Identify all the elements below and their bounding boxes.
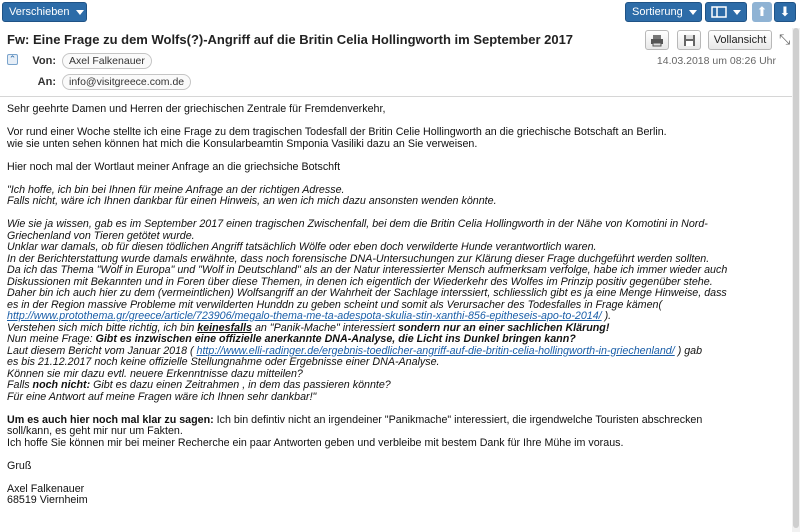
move-button[interactable] <box>2 2 87 22</box>
save-icon <box>683 34 696 47</box>
body-text-bold: sondern nur an einer sachlichen Klärung! <box>397 321 610 334</box>
body-text: Ich bin defintiv nicht an irgendeiner "Panikmache" interessiert, die irgendwelche Touristen abschrecken <box>213 413 703 426</box>
body-text: Falls <box>7 379 33 391</box>
to-label: An: <box>37 76 56 88</box>
sort-button[interactable] <box>625 2 702 22</box>
to-contact[interactable]: info@visitgreece.com.de <box>62 74 191 90</box>
from-label: Von: <box>32 55 56 67</box>
body-text: Nun meine Frage: <box>7 333 96 345</box>
chevron-down-icon <box>733 10 741 15</box>
body-line: Für eine Antwort auf meine Fragen wäre ich Ihnen sehr dankbar!" <box>7 390 317 403</box>
body-text-bold: Um es auch hier noch mal klar zu sagen: <box>7 413 214 426</box>
body-line: Diskussionen mit Bekannten und in Foren über diese Themen, in denen ich eigentlich der Wiederkehr des Wolfes im Prinzip positiv gegenüber stehe. <box>7 275 713 288</box>
body-line: Daher bin ich auch hier zu dem (vermeintlichen) Wolfsangriff an der Wahrheit der Sachlage interssiert, schliesslich gibt es ja eine Menge Hinweise, dass <box>7 287 727 299</box>
collapse-header-icon[interactable]: ⌃ <box>8 54 17 64</box>
body-text: Gibt es dazu einen Zeitrahmen , in dem das passieren könnte? <box>90 379 391 391</box>
header-divider <box>0 96 792 97</box>
save-button[interactable] <box>677 30 701 50</box>
body-line: Können sie mir dazu evtl. neuere Erkenntnisse dazu mitteilen? <box>7 367 303 380</box>
collapse-arrows-icon[interactable]: ⤡ <box>779 31 791 47</box>
fullview-button[interactable]: Vollansicht <box>708 30 772 50</box>
body-line: "Ich hoffe, ich bin bei Ihnen für meine Anfrage an der richtigen Adresse. <box>7 183 345 196</box>
toolbar <box>0 0 800 26</box>
from-row <box>30 53 152 69</box>
body-line: Gruß <box>7 459 32 472</box>
arrow-up-icon: ⬆ <box>756 4 768 19</box>
body-line: Sehr geehrte Damen und Herren der griechischen Zentrale für Fremdenverkehr, <box>7 103 386 115</box>
body-text: an "Panik-Mache" interessiert <box>251 321 398 334</box>
body-line <box>7 380 782 392</box>
scrollbar[interactable] <box>792 28 800 532</box>
message-body <box>7 104 782 507</box>
from-contact[interactable]: Axel Falkenauer <box>62 53 152 69</box>
body-line: Da ich das Thema "Wolf in Europa" und "Wolf in Deutschland" als an der Natur interessierter Mensch aufmerksam verfolge, habe ich immer wieder auch <box>7 264 728 276</box>
body-text: ). <box>601 310 612 322</box>
next-message-button[interactable] <box>774 2 796 22</box>
body-text-bold: noch nicht: <box>32 379 91 391</box>
radinger-link[interactable]: http://www.elli-radinger.de/ergebnis-toedlicher-angriff-auf-die-britin-celia-hollingworth-in-griechenland/ <box>196 344 675 357</box>
scrollbar-thumb[interactable] <box>793 28 799 528</box>
print-icon <box>650 34 664 47</box>
arrow-down-icon: ⬇ <box>779 4 791 19</box>
body-line: soll/kann, es geht mir nur um Fakten. <box>7 425 183 437</box>
chevron-down-icon <box>76 10 84 15</box>
chevron-down-icon <box>689 10 697 15</box>
move-button-label: Verschieben <box>9 6 70 18</box>
body-line: In der Berichterstattung wurde damals erwähnte, dass noch forensische DNA-Untersuchungen zur Klärung dieser Frage duchgeführt werden sollten. <box>7 252 710 265</box>
body-line: Unklar war damals, ob für diesen tödlichen Angriff tatsächlich Wölfe oder eben doch verwilderte Hunde verantwortlich waren. <box>7 241 597 253</box>
body-line: es in der Region massive Probleme mit verwilderten Hunddn zu geben scheint und somit als Verursacher des Todesfalles in Frage kämen( <box>7 298 663 311</box>
body-text: Verstehen sich mich bitte richtig, ich bin <box>7 321 198 334</box>
body-line: Wie sie ja wissen, gab es im September 2017 einen tragischen Zwischenfall, bei dem die Britin Celia Hollingworth in der Nähe von Komotini in Nord- <box>7 218 708 230</box>
body-line: wie sie unten sehen können hat mich die Konsularbeamtin Smponia Vasiliki dazu an Sie verweisen. <box>7 137 478 150</box>
layout-button[interactable] <box>705 2 747 22</box>
body-text-bold: keinesfalls <box>197 321 252 334</box>
body-text: ) gab <box>674 344 703 357</box>
message-date: 14.03.2018 um 08:26 Uhr <box>656 55 776 67</box>
sort-button-label: Sortierung <box>632 6 683 18</box>
body-line: Vor rund einer Woche stellte ich eine Frage zu dem tragischen Todesfall der Britin Celie Hollingworth an die griechische Botschaft an Berlin. <box>7 126 667 138</box>
body-line: Ich hoffe Sie können mir bei meiner Recherche ein paar Antworten geben und verbleibe mit bestem Dank für Ihre Mühe im voraus. <box>7 436 624 449</box>
body-line: es bis 21.12.2017 noch keine offizielle Stellungnahme oder Ergebnisse einer DNA-Analyse. <box>7 356 440 368</box>
protothema-link[interactable]: http://www.protothema.gr/greece/article/723906/megalo-thema-me-ta-adespota-skulia-stin-xanthi-856-epitheseis-apo-to-2014/ <box>7 310 602 322</box>
layout-icon <box>711 6 727 18</box>
body-line: Griechenland von Tieren getötet wurde. <box>7 229 195 242</box>
body-line: Hier noch mal der Wortlaut meiner Anfrage an die griechsiche Botschft <box>7 160 341 173</box>
to-row <box>30 74 191 90</box>
body-line: Falls nicht, wäre ich Ihnen dankbar für einen Hinweis, an wen ich mich dazu ansonsten wenden könnte. <box>7 195 497 207</box>
message-subject: Fw: Eine Frage zu dem Wolfs(?)-Angriff auf die Britin Celia Hollingworth im September 2017 <box>7 32 574 47</box>
body-line: 68519 Viernheim <box>7 494 88 506</box>
body-text: Laut diesem Bericht vom Januar 2018 ( <box>7 344 197 357</box>
previous-message-button[interactable] <box>752 2 772 22</box>
body-line: Axel Falkenauer <box>7 482 85 495</box>
body-text-bold: Gibt es inzwischen eine offizielle anerkannte DNA-Analyse, die Licht ins Dunkel bringen kann? <box>95 333 576 345</box>
print-button[interactable] <box>645 30 669 50</box>
